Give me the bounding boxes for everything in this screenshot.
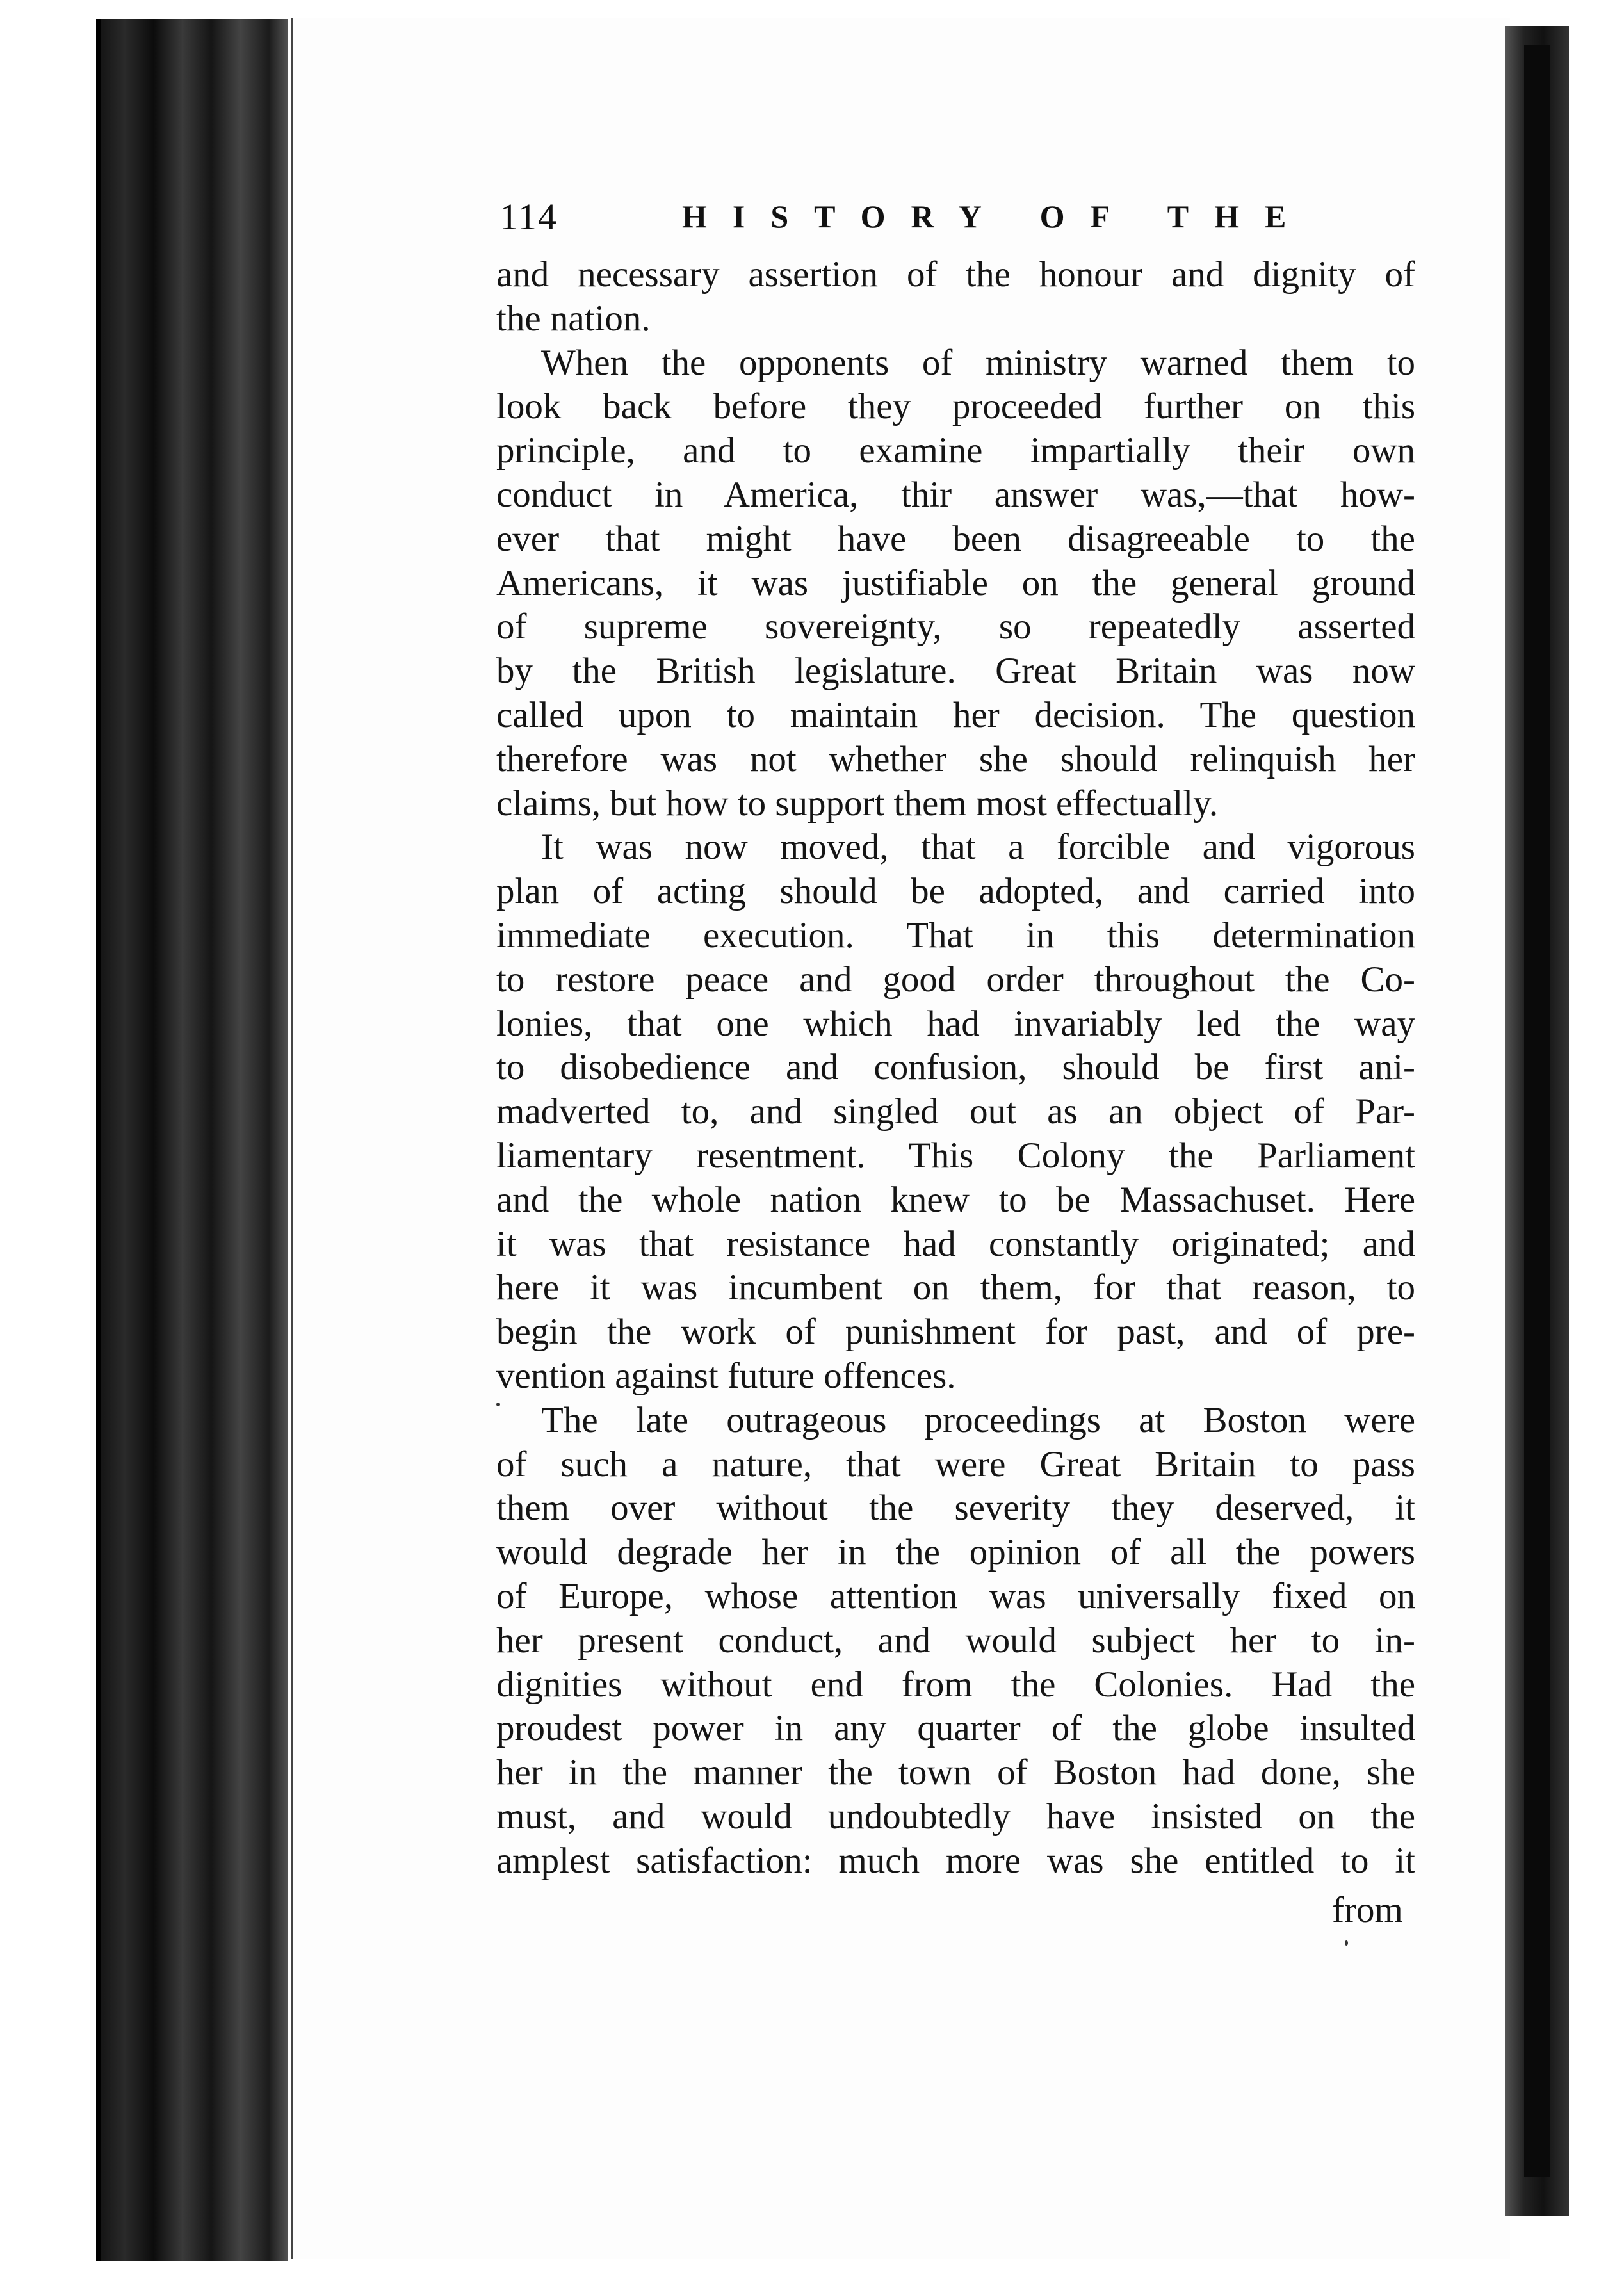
text-line: of such a nature, that were Great Britain to pass — [496, 1443, 1415, 1484]
text-line: here it was incumbent on them, for that reason, to — [496, 1267, 1415, 1308]
text-line: her in the manner the town of Boston had done, she — [496, 1752, 1415, 1793]
text-line: claims, but how to support them most effectually. — [496, 783, 1219, 824]
body-text — [496, 253, 1415, 1883]
text-line: liamentary resentment. This Colony the Parliament — [496, 1135, 1415, 1176]
text-line: Americans, it was justifiable on the general ground — [496, 562, 1415, 603]
book-binding-left — [96, 19, 288, 2261]
text-line: lonies, that one which had invariably led the way — [496, 1003, 1415, 1044]
text-line: to restore peace and good order throughout the Co- — [496, 959, 1415, 1000]
text-line: by the British legislature. Great Britain was now — [496, 651, 1415, 692]
page-number: 114 — [499, 196, 558, 238]
text-line: of Europe, whose attention was universally fixed on — [496, 1575, 1415, 1616]
text-line: called upon to maintain her decision. The question — [496, 694, 1415, 735]
binding-shadow — [1524, 45, 1550, 2177]
text-line: of supreme sovereignty, so repeatedly asserted — [496, 606, 1415, 647]
text-line: amplest satisfaction: much more was she entitled to it — [496, 1840, 1415, 1881]
ink-speck — [1345, 1940, 1348, 1946]
text-line: them over without the severity they deserved, it — [496, 1488, 1415, 1529]
running-head: HISTORY OF THE — [682, 199, 1312, 234]
text-line: ever that might have been disagreeable to the — [496, 518, 1415, 559]
ink-speck — [496, 1403, 500, 1406]
text-line: proudest power in any quarter of the globe insulted — [496, 1708, 1415, 1749]
catchword: from — [1332, 1890, 1403, 1930]
text-line: plan of acting should be adopted, and carried into — [496, 871, 1415, 912]
text-line: must, and would undoubtedly have insisted on the — [496, 1796, 1415, 1837]
text-line: it was that resistance had constantly originated; and — [496, 1223, 1415, 1264]
text-line: dignities without end from the Colonies. Had the — [496, 1664, 1415, 1705]
text-line: principle, and to examine impartially their own — [496, 430, 1415, 471]
text-line: her present conduct, and would subject her to in- — [496, 1620, 1415, 1661]
page-header — [499, 195, 1396, 247]
text-line: immediate execution. That in this determination — [496, 915, 1415, 955]
text-line: conduct in America, thir answer was,—that how- — [496, 474, 1415, 515]
text-line: When the opponents of ministry warned them to — [541, 342, 1415, 383]
text-line: The late outrageous proceedings at Boston were — [541, 1399, 1415, 1440]
text-line: and necessary assertion of the honour and dignity of — [496, 254, 1415, 295]
text-line: therefore was not whether she should relinquish her — [496, 738, 1415, 779]
text-line: would degrade her in the opinion of all the powers — [496, 1532, 1415, 1573]
text-line: It was now moved, that a forcible and vigorous — [541, 827, 1415, 868]
text-line: to disobedience and confusion, should be first ani- — [496, 1047, 1415, 1088]
text-line: vention against future offences. — [496, 1355, 956, 1396]
text-line: madverted to, and singled out as an object of Par- — [496, 1091, 1415, 1132]
binding-edge — [96, 19, 101, 2261]
text-line: the nation. — [496, 298, 651, 339]
text-line: begin the work of punishment for past, and of pre- — [496, 1312, 1415, 1353]
text-line: look back before they proceeded further on this — [496, 386, 1415, 427]
text-line: and the whole nation knew to be Massachuset. Here — [496, 1179, 1415, 1220]
